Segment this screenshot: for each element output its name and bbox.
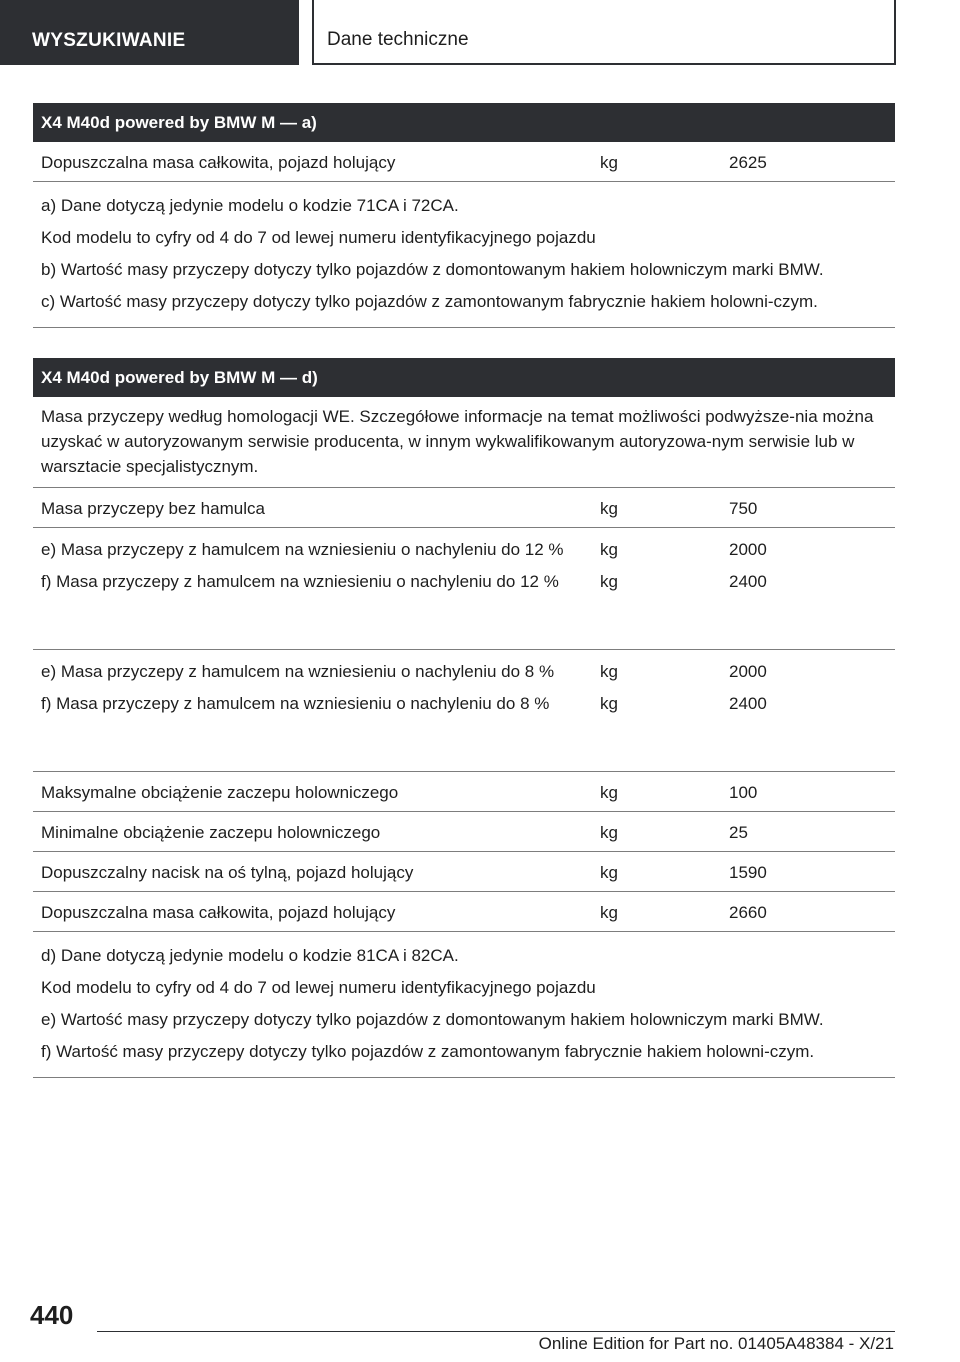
footnote: a) Dane dotyczą jedynie modelu o kodzie 71CA i 72CA. — [41, 196, 459, 215]
row-value: 25 — [729, 823, 748, 842]
row-label: Dopuszczalna masa całkowita, pojazd holujący — [41, 903, 396, 922]
footnote: b) Wartość masy przyczepy dotyczy tylko pojazdów z domontowanym hakiem holowniczym marki BMW. — [41, 260, 824, 279]
braked-label-f: f) Masa przyczepy z hamulcem na wzniesieniu o nachyleniu do 8 % — [41, 694, 550, 713]
table-row — [33, 142, 895, 182]
value-f: 2400 — [729, 694, 767, 713]
row-unit — [600, 660, 618, 724]
unit-f: kg — [600, 572, 618, 591]
footnote: c) Wartość masy przyczepy dotyczy tylko pojazdów z zamontowanym fabrycznie hakiem holowni-czym. — [41, 292, 818, 311]
row-value — [729, 538, 767, 602]
footnote: Kod modelu to cyfry od 4 do 7 od lewej numeru identyfikacyjnego pojazdu — [41, 978, 596, 997]
value-e: 2000 — [729, 662, 767, 681]
braked-label-e: e) Masa przyczepy z hamulcem na wzniesieniu o nachyleniu do 12 % — [41, 540, 564, 559]
footnote: f) Wartość masy przyczepy dotyczy tylko pojazdów z zamontowanym fabrycznie hakiem holowni-czym. — [41, 1042, 815, 1061]
row-label: Minimalne obciążenie zaczepu holowniczego — [41, 823, 381, 842]
row-unit — [600, 538, 618, 602]
row-label: Masa przyczepy bez hamulca — [41, 499, 265, 518]
section-intro: Masa przyczepy według homologacji WE. Szczegółowe informacje na temat możliwości podwyższe-nia można uzyskać w autoryzowanym serwisie producenta, w innym wykwalifikowanym autoryzowa-nym serwisie lub w warsztacie specjalistycznym. — [33, 397, 895, 488]
table-row — [33, 892, 895, 932]
section-title-a: X4 M40d powered by BMW M — a) — [33, 103, 895, 142]
row-label: Dopuszczalny nacisk na oś tylną, pojazd holujący — [41, 863, 414, 882]
footnotes-d — [33, 932, 895, 1078]
unit-e: kg — [600, 540, 618, 559]
table-row — [33, 812, 895, 852]
page-content — [33, 103, 895, 1078]
row-value — [729, 660, 767, 724]
unit-e: kg — [600, 662, 618, 681]
table-row — [33, 852, 895, 892]
search-tab[interactable]: WYSZUKIWANIE — [0, 0, 299, 65]
row-label: Maksymalne obciążenie zaczepu holowniczego — [41, 783, 399, 802]
value-e: 2000 — [729, 540, 767, 559]
chapter-tab[interactable]: Dane techniczne — [312, 0, 896, 65]
page-number: 440 — [30, 1300, 74, 1330]
row-value: 100 — [729, 783, 758, 802]
unit-f: kg — [600, 694, 618, 713]
table-row — [33, 528, 895, 650]
table-row — [33, 772, 895, 812]
row-unit: kg — [600, 783, 618, 802]
table-row — [33, 488, 895, 528]
value-f: 2400 — [729, 572, 767, 591]
row-value: 750 — [729, 499, 758, 518]
braked-label-f: f) Masa przyczepy z hamulcem na wzniesieniu o nachyleniu do 12 % — [41, 572, 559, 591]
row-unit: kg — [600, 499, 618, 518]
row-label — [41, 660, 586, 724]
footnote: Kod modelu to cyfry od 4 do 7 od lewej numeru identyfikacyjnego pojazdu — [41, 228, 596, 247]
footnote: d) Dane dotyczą jedynie modelu o kodzie 81CA i 82CA. — [41, 946, 459, 965]
table-row — [33, 650, 895, 772]
braked-label-e: e) Masa przyczepy z hamulcem na wzniesieniu o nachyleniu do 8 % — [41, 662, 555, 681]
footnotes-a — [33, 182, 895, 328]
section-title-d: X4 M40d powered by BMW M — d) — [33, 358, 895, 397]
row-value: 2625 — [729, 153, 767, 172]
row-value: 1590 — [729, 863, 767, 882]
footnote: e) Wartość masy przyczepy dotyczy tylko pojazdów z domontowanym hakiem holowniczym marki BMW. — [41, 1010, 824, 1029]
row-label: Dopuszczalna masa całkowita, pojazd holujący — [41, 153, 396, 172]
row-unit: kg — [600, 823, 618, 842]
footer-divider — [97, 1331, 895, 1332]
row-unit: kg — [600, 153, 618, 172]
row-label — [41, 538, 586, 602]
row-unit: kg — [600, 903, 618, 922]
row-value: 2660 — [729, 903, 767, 922]
edition-note: Online Edition for Part no. 01405A48384 - X/21 — [538, 1334, 894, 1353]
row-unit: kg — [600, 863, 618, 882]
